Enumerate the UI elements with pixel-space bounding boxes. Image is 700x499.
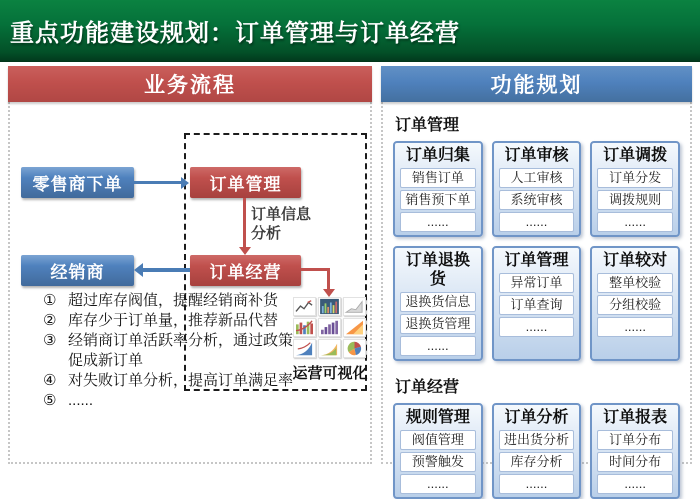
- order-info-analysis-line1: 订单信息: [251, 206, 312, 223]
- feature-card-item: ......: [400, 212, 476, 232]
- feature-card-item: 销售预下单: [400, 190, 476, 210]
- visualization-label: 运营可视化: [292, 365, 368, 382]
- feature-card-title: 规则管理: [405, 409, 470, 426]
- flow-box-distributor: 经销商: [21, 255, 134, 286]
- feature-card-item: 人工审核: [499, 168, 575, 188]
- feature-card-title: 订单分析: [504, 409, 569, 426]
- section-label: 订单经营: [395, 379, 460, 396]
- arrow-order-ops-to-viz-vertical: [327, 268, 330, 289]
- note-text: 超过库存阀值，提醒经销商补货: [68, 292, 279, 309]
- flow-box-order-management: 订单管理: [190, 167, 301, 198]
- growth-bar-chart-icon: [318, 318, 341, 337]
- feature-card-item: ......: [499, 474, 575, 494]
- feature-card-row: [393, 246, 680, 361]
- note-number: ④: [43, 372, 57, 389]
- feature-card-item: ......: [499, 317, 575, 337]
- feature-card: [492, 403, 582, 499]
- business-note-item: [43, 311, 297, 331]
- business-note-item: [43, 371, 297, 391]
- flow-box-retailer-order: 零售商下单: [21, 167, 134, 198]
- feature-card-item: 阀值管理: [400, 430, 476, 450]
- slide-header: [0, 0, 700, 62]
- function-planning-body: [383, 102, 690, 491]
- arrow-order-mgmt-to-order-ops-line: [243, 198, 246, 247]
- feature-card-item: 系统审核: [499, 190, 575, 210]
- feature-card: [492, 246, 582, 361]
- feature-card: [590, 246, 680, 361]
- arrow-down-icon: [239, 247, 251, 255]
- feature-card-title: 订单退换货: [405, 252, 470, 288]
- feature-card-title: 订单管理: [504, 252, 569, 269]
- arrow-order-ops-to-distributor-line: [142, 268, 190, 272]
- note-number: ③: [43, 332, 57, 349]
- feature-card-item: 分组校验: [597, 295, 673, 315]
- note-text: 经销商订单活跃率分析，通过政策促成新订单: [68, 332, 294, 369]
- arrow-right-icon: [181, 177, 189, 189]
- curve-area-chart-icon: [318, 339, 341, 358]
- arrow-retailer-to-order-mgmt-line: [134, 181, 183, 184]
- feature-card-title: 订单归集: [405, 147, 470, 164]
- business-note-item: [43, 291, 297, 311]
- feature-card: [492, 141, 582, 237]
- arrow-order-ops-to-viz-horizontal: [301, 268, 330, 271]
- triangle-area-chart-icon: [343, 318, 366, 337]
- note-number: ⑤: [43, 392, 57, 409]
- business-notes-list: [43, 291, 297, 411]
- note-text: 对失败订单分析，提高订单满足率: [68, 372, 294, 389]
- function-planning-panel: [381, 66, 692, 491]
- feature-card: [393, 246, 483, 361]
- feature-card-item: ......: [597, 212, 673, 232]
- feature-card-item: 退换货管理: [400, 314, 476, 334]
- business-process-panel: [8, 66, 372, 464]
- curve-chart-icon: [293, 339, 316, 358]
- feature-card-title: 订单报表: [603, 409, 668, 426]
- business-process-body: [10, 102, 370, 462]
- flow-box-order-operation: 订单经营: [190, 255, 301, 286]
- arrow-down-icon: [323, 289, 335, 297]
- feature-card-item: ......: [400, 336, 476, 356]
- feature-card-item: 进出货分析: [499, 430, 575, 450]
- feature-card: [393, 141, 483, 237]
- line-chart-icon: [293, 297, 316, 316]
- business-note-item: [43, 391, 297, 411]
- note-text: ......: [68, 392, 94, 409]
- column-chart-icon: [318, 297, 341, 316]
- pie-chart-icon: [343, 339, 366, 358]
- feature-card-title: 订单较对: [603, 252, 668, 269]
- feature-card: [590, 141, 680, 237]
- order-info-analysis-label: [251, 205, 333, 243]
- business-process-panel-title: 业务流程: [8, 66, 372, 102]
- feature-card-item: 异常订单: [499, 273, 575, 293]
- feature-card-item: 库存分析: [499, 452, 575, 472]
- feature-card-item: 时间分布: [597, 452, 673, 472]
- section-label: 订单管理: [395, 117, 460, 134]
- feature-card-row: [393, 403, 680, 499]
- visualization-icon-grid: [293, 297, 366, 358]
- note-text: 库存少于订单量，推荐新品代替: [68, 312, 279, 329]
- slide-title: 重点功能建设规划：订单管理与订单经营: [10, 20, 460, 47]
- feature-card-item: ......: [597, 474, 673, 494]
- business-note-item: [43, 331, 297, 371]
- feature-card-item: 预警触发: [400, 452, 476, 472]
- feature-card-item: ......: [400, 474, 476, 494]
- feature-card: [393, 403, 483, 499]
- area-chart-icon: [343, 297, 366, 316]
- feature-card-item: 整单校验: [597, 273, 673, 293]
- function-planning-panel-title: 功能规划: [381, 66, 692, 102]
- feature-card-row: [393, 141, 680, 237]
- feature-card-item: 调拨规则: [597, 190, 673, 210]
- feature-card-item: 销售订单: [400, 168, 476, 188]
- feature-card-item: ......: [597, 317, 673, 337]
- feature-card-item: ......: [499, 212, 575, 232]
- feature-card-item: 订单分发: [597, 168, 673, 188]
- note-number: ①: [43, 292, 57, 309]
- feature-card-title: 订单审核: [504, 147, 569, 164]
- feature-card-item: 订单分布: [597, 430, 673, 450]
- note-number: ②: [43, 312, 57, 329]
- feature-card: [590, 403, 680, 499]
- feature-card-title: 订单调拨: [603, 147, 668, 164]
- order-info-analysis-line2: 分析: [251, 225, 282, 242]
- stacked-bar-chart-icon: [293, 318, 316, 337]
- feature-card-item: 订单查询: [499, 295, 575, 315]
- feature-card-item: 退换货信息: [400, 292, 476, 312]
